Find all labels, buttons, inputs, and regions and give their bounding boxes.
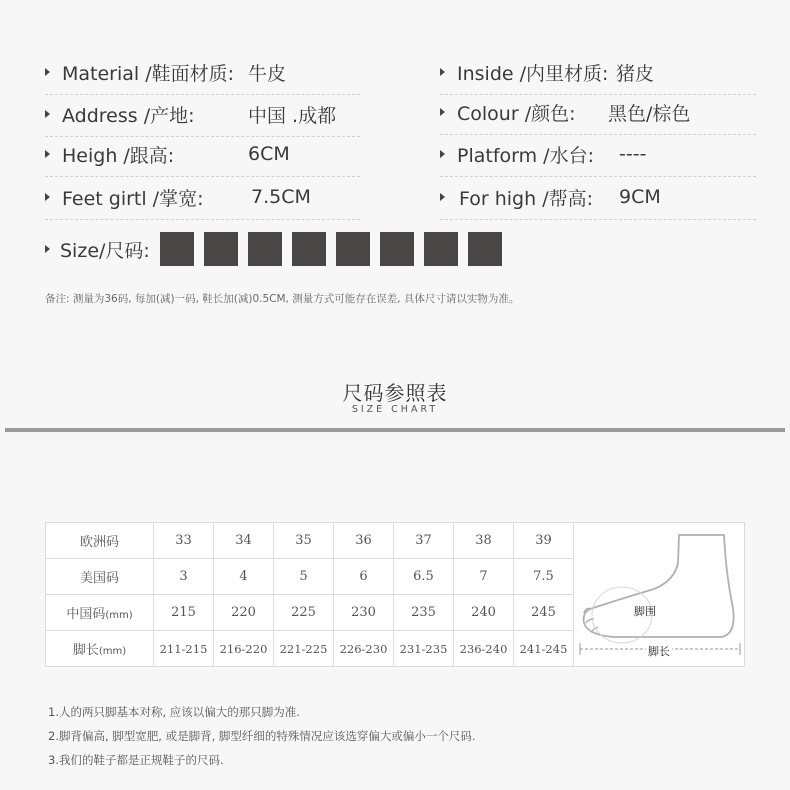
size-chart-title: 尺码参照表: [342, 381, 448, 405]
foot-length-label: 脚长: [648, 645, 670, 658]
sizing-tips: [48, 700, 476, 772]
row-header: 美国码: [46, 559, 154, 595]
table-cell: 236-240: [454, 631, 514, 667]
spec-value: 6CM: [248, 143, 290, 165]
table-cell: 37: [394, 523, 454, 559]
spec-platform: [440, 139, 756, 169]
table-cell: 7: [454, 559, 514, 595]
spec-value: ----: [619, 143, 647, 165]
table-cell: 6.5: [394, 559, 454, 595]
spec-label: Feet girtl /掌宽:: [62, 187, 204, 210]
bullet-arrow-icon: [440, 108, 445, 116]
table-cell: 4: [214, 559, 274, 595]
bullet-arrow-icon: [45, 110, 50, 118]
spec-value: 猪皮: [616, 62, 655, 85]
tip-item: 3.我们的鞋子都是正规鞋子的尺码.: [48, 753, 224, 767]
spec-material: [45, 57, 360, 87]
spec-label: For high /帮高:: [459, 187, 593, 210]
spec-value: 黑色/棕色: [608, 102, 691, 125]
table-cell: 241-245: [514, 631, 574, 667]
spec-label: Inside /内里材质:: [457, 62, 609, 85]
spec-value: 中国 .成都: [248, 104, 337, 127]
size-label: Size/尺码:: [60, 239, 150, 262]
table-row: [46, 523, 745, 559]
spec-feet-girth: [45, 182, 360, 212]
table-cell: 38: [454, 523, 514, 559]
size-swatch[interactable]: [380, 232, 414, 266]
bullet-arrow-icon: [45, 150, 50, 158]
table-cell: 6: [334, 559, 394, 595]
size-swatch[interactable]: [292, 232, 326, 266]
table-cell: 215: [154, 595, 214, 631]
table-cell: 35: [274, 523, 334, 559]
spec-heel-height: [45, 139, 360, 169]
size-chart-subtitle: SIZE CHART: [351, 404, 439, 415]
table-cell: 226-230: [334, 631, 394, 667]
table-cell: 39: [514, 523, 574, 559]
bullet-arrow-icon: [45, 245, 50, 253]
bullet-arrow-icon: [45, 193, 50, 201]
size-swatch[interactable]: [336, 232, 370, 266]
row-header: 中国码(mm): [46, 595, 154, 631]
spec-label: Address /产地:: [62, 104, 195, 127]
tip-item: 2.脚背偏高, 脚型宽肥, 或是脚背, 脚型纤细的特殊情况应该选穿偏大或偏小一个尺码.: [48, 729, 476, 743]
spec-label: Heigh /跟高:: [62, 144, 175, 167]
spec-label: Material /鞋面材质:: [62, 62, 235, 85]
table-cell: 5: [274, 559, 334, 595]
size-selector: [45, 232, 502, 266]
size-table: [45, 522, 745, 667]
spec-address: [45, 99, 360, 129]
table-cell: 216-220: [214, 631, 274, 667]
table-cell: 33: [154, 523, 214, 559]
spec-inside: [440, 57, 756, 87]
table-cell: 36: [334, 523, 394, 559]
spec-colour: [440, 97, 756, 127]
size-swatch[interactable]: [160, 232, 194, 266]
table-cell: 7.5: [514, 559, 574, 595]
table-cell: 245: [514, 595, 574, 631]
bullet-arrow-icon: [440, 150, 445, 158]
table-cell: 34: [214, 523, 274, 559]
bullet-arrow-icon: [45, 68, 50, 76]
row-header: 欧洲码: [46, 523, 154, 559]
bullet-arrow-icon: [440, 193, 445, 201]
size-swatch[interactable]: [468, 232, 502, 266]
section-divider: [5, 428, 785, 432]
spec-value: 7.5CM: [251, 186, 311, 208]
table-cell: 211-215: [154, 631, 214, 667]
table-cell: 240: [454, 595, 514, 631]
measurement-note: 备注: 测量为36码, 每加(减)一码, 鞋长加(减)0.5CM, 测量方式可能存在误差, 具体尺寸请以实物为准。: [45, 293, 520, 305]
spec-label: Colour /颜色:: [457, 102, 576, 125]
foot-girth-label: 脚围: [634, 605, 656, 618]
bullet-arrow-icon: [440, 68, 445, 76]
table-cell: 225: [274, 595, 334, 631]
table-cell: 231-235: [394, 631, 454, 667]
table-cell: 3: [154, 559, 214, 595]
table-cell: 230: [334, 595, 394, 631]
row-header: 脚长(mm): [46, 631, 154, 667]
spec-upper-height: [440, 182, 756, 212]
size-swatch[interactable]: [204, 232, 238, 266]
table-cell: 220: [214, 595, 274, 631]
table-cell: 221-225: [274, 631, 334, 667]
spec-label: Platform /水台:: [457, 144, 594, 167]
spec-value: 牛皮: [248, 62, 287, 85]
foot-diagram: [574, 523, 745, 667]
size-swatch[interactable]: [424, 232, 458, 266]
size-swatch[interactable]: [248, 232, 282, 266]
tip-item: 1.人的两只脚基本对称, 应该以偏大的那只脚为准.: [48, 705, 300, 719]
table-cell: 235: [394, 595, 454, 631]
spec-value: 9CM: [619, 186, 661, 208]
